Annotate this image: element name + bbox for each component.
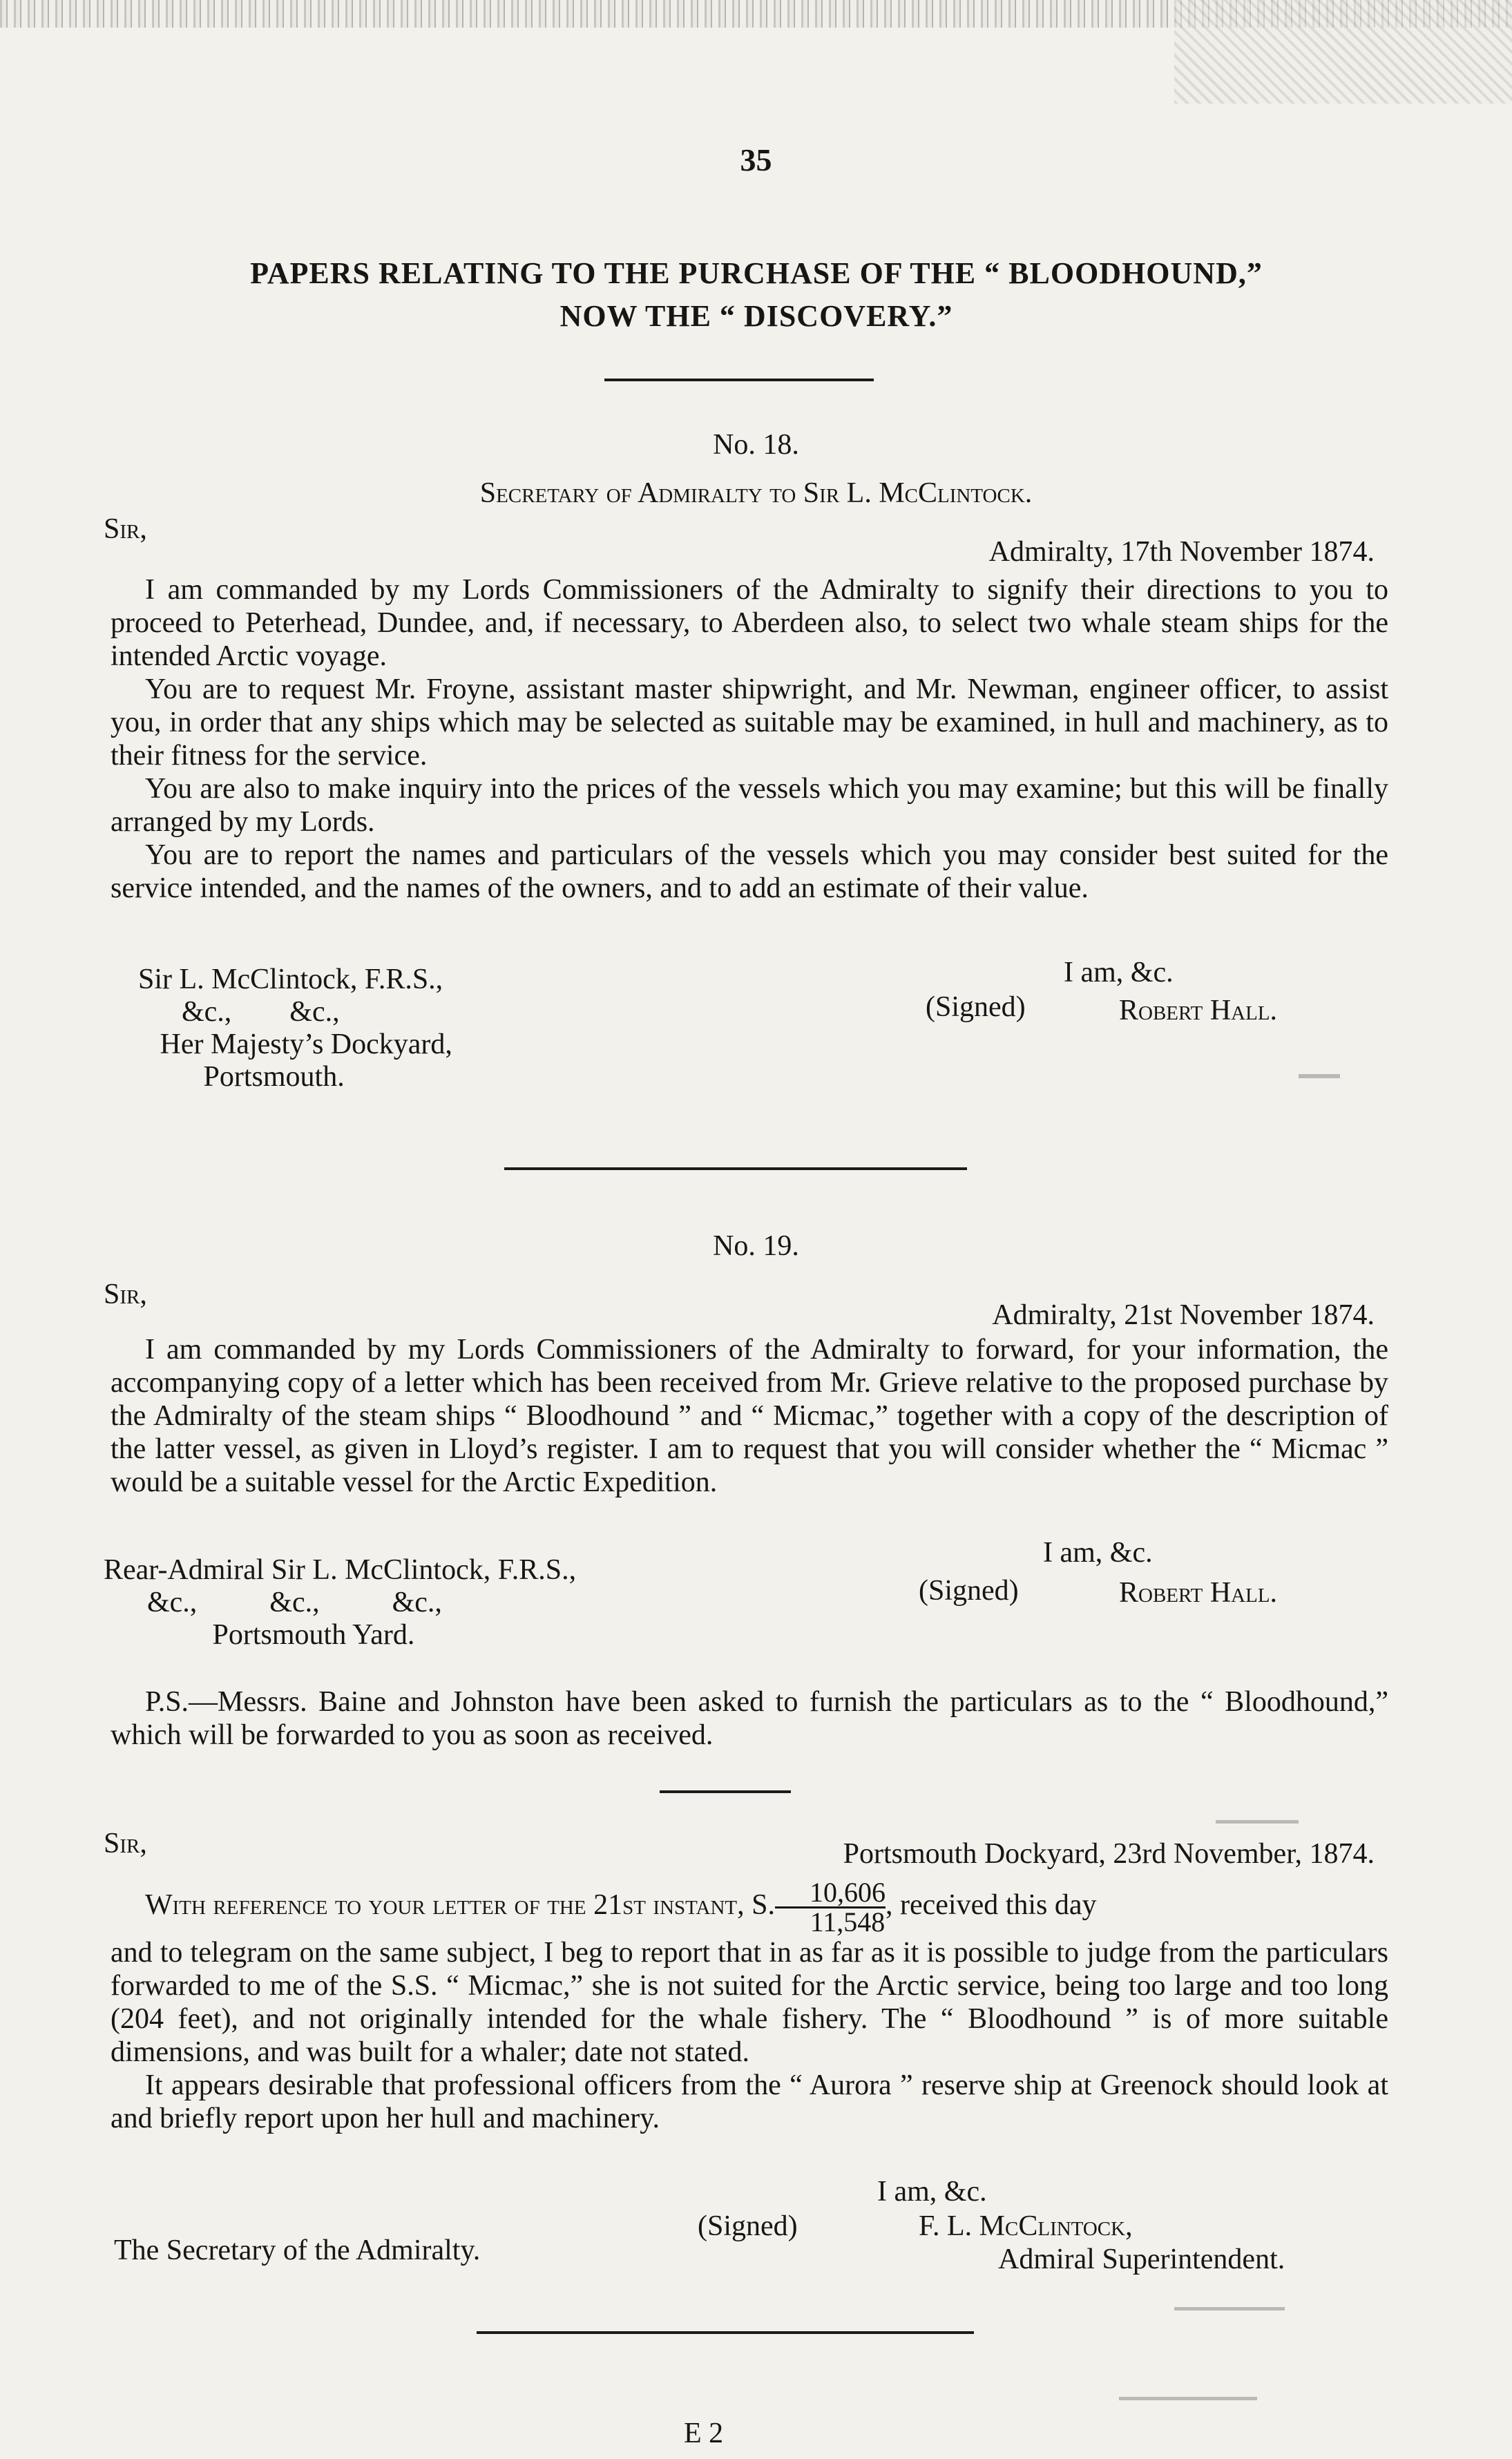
doc19-postscript: P.S.—Messrs. Baine and Johnston have been asked to furnish the particulars as to the “ Bloodhound,” which will be forwarded to you as soon as received.: [111, 1686, 1388, 1751]
reply-reference-fraction: [775, 1879, 886, 1936]
reply-paragraph-1: and to telegram on the same subject, I beg to report that in as far as it is possible to judge from the particulars forwarded to me of the S.S. “ Micmac,” she is not suited for the Arctic service, being too large and too long (204 feet), and not originally intended for the whale fishery. The “ Bloodhound ” is of more suitable dimensions, and was built for a whaler; date not stated.: [111, 1937, 1388, 2068]
scan-speck: [1119, 2397, 1257, 2400]
scan-speck: [1216, 1820, 1299, 1824]
reply-dateline: Portsmouth Dockyard, 23rd November, 1874.: [843, 1838, 1375, 1870]
signature-mark: E 2: [684, 2418, 724, 2449]
doc18-closing: I am, &c.: [1064, 957, 1174, 988]
doc18-paragraph-2: You are to request Mr. Froyne, assistant master shipwright, and Mr. Newman, engineer officer, to assist you, in order that any ships which may be selected as suitable may be examined, in hull and machinery, as to their fitness for the service.: [111, 673, 1388, 772]
doc18-address: Sir L. McClintock, F.R.S., &c., &c., Her Majesty’s Dockyard, Portsmouth.: [138, 964, 452, 1093]
scan-noise-corner: [1174, 0, 1512, 104]
reply-salutation: Sir,: [104, 1828, 147, 1859]
reply-opening-line: [111, 1879, 1388, 1936]
reply-signer-title: Admiral Superintendent.: [998, 2243, 1285, 2275]
reply-signer: F. L. McClintock,: [919, 2210, 1133, 2242]
doc19-number: No. 19.: [713, 1230, 799, 1262]
doc18-paragraph-4: You are to report the names and particulars of the vessels which you may consider best suited for the service intended, and the names of the owners, and to add an estimate of their value.: [111, 839, 1388, 904]
reply-opening-tail: , received this day: [886, 1889, 1097, 1922]
page-number: 35: [740, 142, 772, 178]
reply-closing: I am, &c.: [877, 2176, 987, 2208]
doc18-body: [111, 573, 1388, 905]
doc19-paragraph: I am commanded by my Lords Commissioners of the Admiralty to forward, for your information, the accompanying copy of a letter which has been received from Mr. Grieve relative to the proposed purchase by the Admiralty of the steam ships “ Bloodhound ” and “ Micmac,” together with a copy of the description of the latter vessel, as given in Lloyd’s register. I am to request that you will consider whether the “ Micmac ” would be a suitable vessel for the Arctic Expedition.: [111, 1334, 1388, 1498]
doc19-postscript-block: [111, 1685, 1388, 1752]
doc18-paragraph-3: You are also to make inquiry into the prices of the vessels which you may examine; but this will be finally arranged by my Lords.: [111, 773, 1388, 838]
doc19-body: [111, 1333, 1388, 1499]
doc19-salutation: Sir,: [104, 1279, 147, 1310]
title-line-2: NOW THE “ DISCOVERY.”: [559, 299, 953, 333]
doc18-dateline: Admiralty, 17th November 1874.: [988, 536, 1375, 568]
doc18-heading: Secretary of Admiralty to Sir L. McClintock.: [479, 477, 1033, 509]
doc19-closing: I am, &c.: [1043, 1537, 1153, 1569]
doc19-address: Rear-Admiral Sir L. McClintock, F.R.S., &c., &c., &c., Portsmouth Yard.: [104, 1554, 577, 1651]
reply-paragraph-2: It appears desirable that professional officers from the “ Aurora ” reserve ship at Greenock should look at and briefly report upon her hull and machinery.: [111, 2069, 1388, 2134]
doc18-signed: (Signed): [926, 991, 1026, 1023]
doc19-signed: (Signed): [919, 1575, 1019, 1607]
reply-body: [111, 1879, 1388, 2135]
reply-frac-bottom: 11,548: [810, 1906, 886, 1937]
separator-rule-2: [660, 1790, 791, 1793]
doc18-paragraph-1: I am commanded by my Lords Commissioners of the Admiralty to signify their directions to you to proceed to Peterhead, Dundee, and, if necessary, to Aberdeen also, to select two whale steam ships for the intended Arctic voyage.: [111, 574, 1388, 672]
reply-opening: With reference to your letter of the 21st instant, S.: [145, 1889, 775, 1922]
reply-signed: (Signed): [698, 2210, 798, 2242]
separator-rule-3: [477, 2331, 974, 2334]
title-rule: [604, 379, 874, 381]
doc19-signer: Robert Hall.: [1119, 1577, 1278, 1609]
scan-speck: [1174, 2307, 1285, 2310]
document-title: [104, 252, 1409, 338]
reply-frac-top: 10,606: [775, 1879, 886, 1908]
title-line-1: PAPERS RELATING TO THE PURCHASE OF THE “ BLOODHOUND,”: [250, 256, 1263, 290]
scan-speck: [1299, 1074, 1340, 1078]
doc19-dateline: Admiralty, 21st November 1874.: [992, 1299, 1375, 1331]
doc18-salutation: Sir,: [104, 513, 147, 545]
reply-addressee: The Secretary of the Admiralty.: [114, 2235, 481, 2266]
separator-rule-1: [504, 1167, 967, 1170]
doc18-number: No. 18.: [713, 429, 799, 461]
doc18-signer: Robert Hall.: [1119, 995, 1278, 1026]
